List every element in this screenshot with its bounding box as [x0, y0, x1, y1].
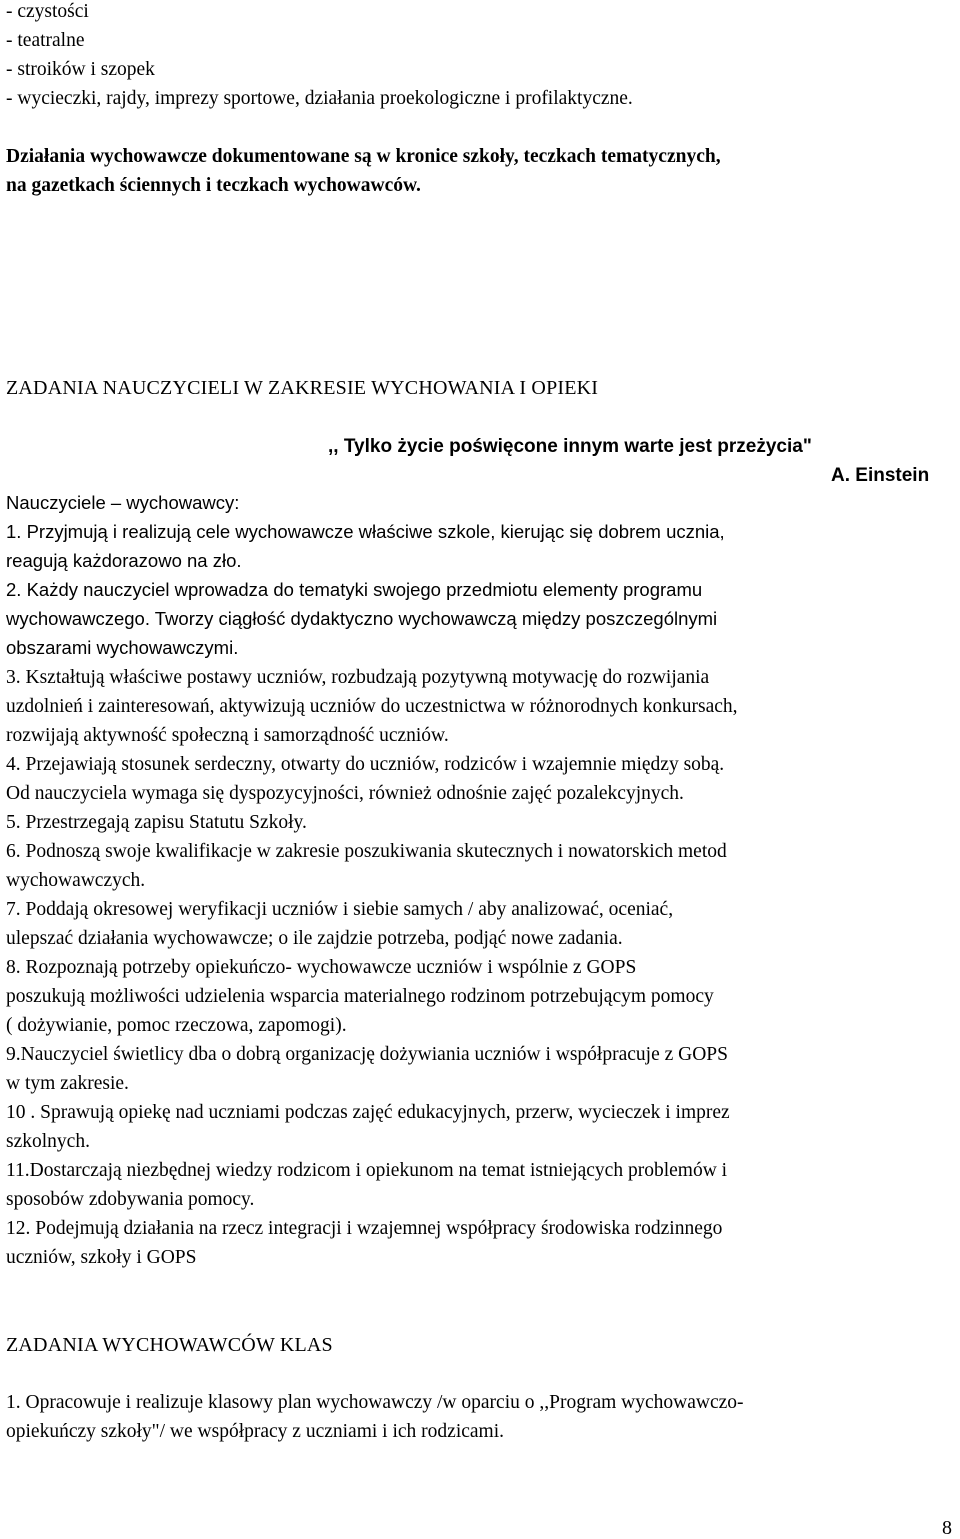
task-line: 9.Nauczyciel świetlicy dba o dobrą organizację dożywiania uczniów i współpracuje z GOPS [6, 1044, 728, 1065]
task-line: poszukują możliwości udzielenia wsparcia materialnego rodzinom potrzebującym pomocy [6, 986, 714, 1007]
task-line: sposobów zdobywania pomocy. [6, 1189, 255, 1210]
page-number: 8 [942, 1517, 952, 1539]
section-heading-class-tutors: ZADANIA WYCHOWAWCÓW KLAS [6, 1334, 333, 1356]
task-line: reagują każdorazowo na zło. [6, 550, 242, 571]
task-line: rozwijają aktywność społeczną i samorządność uczniów. [6, 725, 449, 746]
task-line: wychowawczego. Tworzy ciągłość dydaktyczno wychowawczą między poszczególnymi [6, 608, 718, 629]
task-line: ( dożywianie, pomoc rzeczowa, zapomogi). [6, 1015, 347, 1036]
documentation-paragraph-line: na gazetkach ściennych i teczkach wychowawców. [6, 175, 421, 196]
task-line: 11.Dostarczają niezbędnej wiedzy rodzicom i opiekunom na temat istniejących problemów i [6, 1160, 728, 1181]
teachers-intro: Nauczyciele – wychowawcy: [6, 492, 240, 513]
list-item: - stroików i szopek [6, 59, 155, 80]
task-line: ulepszać działania wychowawcze; o ile zajdzie potrzeba, podjąć nowe zadania. [6, 928, 623, 949]
task-line: uzdolnień i zainteresowań, aktywizują uczniów do uczestnictwa w różnorodnych konkursach, [6, 696, 738, 717]
motto-quote: ,, Tylko życie poświęcone innym warte jest przeżycia" [328, 436, 812, 457]
task-line: 4. Przejawiają stosunek serdeczny, otwarty do uczniów, rodziców i wzajemnie między sobą. [6, 754, 725, 775]
task-line: uczniów, szkoły i GOPS [6, 1247, 197, 1268]
task-line: opiekuńczy szkoły"/ we współpracy z uczniami i ich rodzicami. [6, 1421, 505, 1442]
task-line: 1. Przyjmują i realizują cele wychowawcze właściwe szkole, kierując się dobrem ucznia, [6, 521, 725, 542]
task-line: 10 . Sprawują opiekę nad uczniami podczas zajęć edukacyjnych, przerw, wycieczek i imprez [6, 1102, 730, 1123]
list-item: - teatralne [6, 30, 85, 51]
task-line: w tym zakresie. [6, 1073, 129, 1094]
task-line: wychowawczych. [6, 870, 146, 891]
task-line: 1. Opracowuje i realizuje klasowy plan wychowawczy /w oparciu o ,,Program wychowawczo- [6, 1392, 744, 1413]
task-line: obszarami wychowawczymi. [6, 637, 239, 658]
list-item: - czystości [6, 1, 89, 22]
task-line: Od nauczyciela wymaga się dyspozycyjności, również odnośnie zajęć pozalekcyjnych. [6, 783, 684, 804]
documentation-paragraph-line: Działania wychowawcze dokumentowane są w kronice szkoły, teczkach tematycznych, [6, 146, 721, 167]
list-item: - wycieczki, rajdy, imprezy sportowe, działania proekologiczne i profilaktyczne. [6, 88, 633, 109]
task-line: 6. Podnoszą swoje kwalifikacje w zakresie poszukiwania skutecznych i nowatorskich metod [6, 841, 727, 862]
task-line: 7. Poddają okresowej weryfikacji uczniów i siebie samych / aby analizować, oceniać, [6, 899, 674, 920]
task-line: 5. Przestrzegają zapisu Statutu Szkoły. [6, 812, 307, 833]
section-heading-teachers: ZADANIA NAUCZYCIELI W ZAKRESIE WYCHOWANIA I OPIEKI [6, 377, 599, 399]
task-line: 3. Kształtują właściwe postawy uczniów, rozbudzają pozytywną motywację do rozwijania [6, 667, 710, 688]
task-line: szkolnych. [6, 1131, 90, 1152]
task-line: 2. Każdy nauczyciel wprowadza do tematyki swojego przedmiotu elementy programu [6, 579, 703, 600]
motto-author: A. Einstein [831, 465, 930, 486]
task-line: 12. Podejmują działania na rzecz integracji i wzajemnej współpracy środowiska rodzinnego [6, 1218, 723, 1239]
task-line: 8. Rozpoznają potrzeby opiekuńczo- wychowawcze uczniów i wspólnie z GOPS [6, 957, 637, 978]
